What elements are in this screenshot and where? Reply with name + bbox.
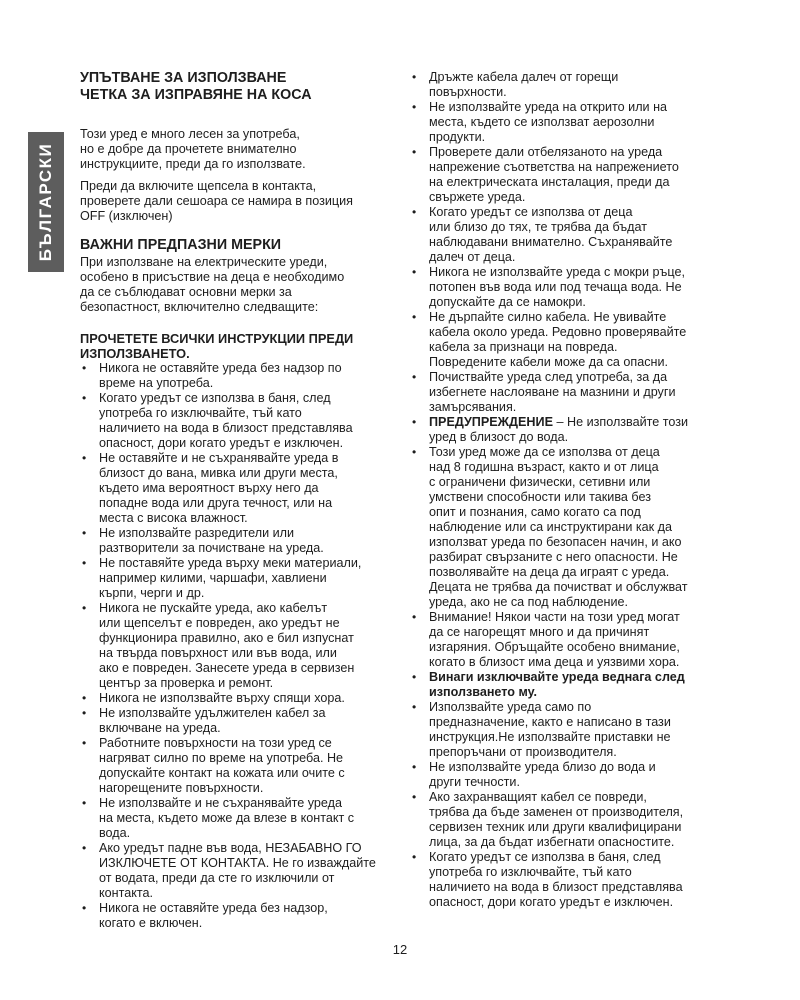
warning-label: ПРЕДУПРЕЖДЕНИЕ — [429, 415, 553, 429]
list-item-line: Този уред може да се използва от деца — [429, 445, 660, 459]
list-item — [410, 670, 722, 700]
list-item-line: изгаряния. Обръщайте особено внимание, — [429, 640, 680, 654]
list-item-line: употреба го изключвайте, тъй като — [99, 405, 302, 420]
list-item — [80, 601, 385, 691]
list-item-line: използват уреда по безопасен начин, и ако — [429, 535, 682, 549]
list-item-line: Не използвайте удължителен кабел за — [99, 705, 326, 720]
list-item-line: опит и познания, само когато са под — [429, 505, 641, 519]
read-all-line: ПРОЧЕТЕТЕ ВСИЧКИ ИНСТРУКЦИИ ПРЕДИ — [80, 330, 354, 346]
list-item-line: уреда, ако не са под наблюдение. — [429, 595, 629, 609]
list-item-line: лица, за да бъдат избегнати опасностите. — [429, 835, 675, 849]
left-column — [80, 70, 385, 931]
list-item-line: например килими, чаршафи, хавлиени — [99, 570, 327, 585]
list-item-line: Не използвайте този — [566, 415, 689, 429]
list-item — [80, 526, 385, 556]
list-item-line: контакта. — [99, 885, 154, 900]
list-item-line: Не дърпайте силно кабела. Не увивайте — [429, 310, 667, 324]
list-item-line: уред в близост до вода. — [429, 430, 569, 444]
list-item-line: нагорещените повърхности. — [99, 780, 264, 795]
list-item-line: наличието на вода в близост представлява — [99, 420, 353, 435]
list-item-line: допускайте да се намокри. — [429, 295, 586, 309]
list-item-line: на места, където може да влезе в контакт с — [99, 810, 355, 825]
list-item-line: Никога не оставяйте уреда без надзор, — [99, 900, 328, 915]
list-item-line: сервизен техник или други квалифицирани — [429, 820, 682, 834]
list-item — [410, 265, 722, 310]
intro2-line: проверете дали сешоара се намира в позиция — [80, 194, 353, 208]
list-item — [410, 850, 722, 910]
list-item-line: Не поставяйте уреда върху меки материали, — [99, 555, 362, 570]
intro1-line: инструкциите, преди да го използвате. — [80, 157, 306, 171]
list-item-line: Почиствайте уреда след употреба, за да — [429, 370, 668, 384]
list-item-line: наблюдение или са инструктирани как да — [429, 520, 673, 534]
title-line-1: УПЪТВАНЕ ЗА ИЗПОЛЗВАНЕ — [80, 70, 287, 86]
list-item-line: наблюдавани внимателно. Съхранявайте — [429, 235, 673, 249]
intro2-line: OFF (изключен) — [80, 209, 173, 223]
list-item-line: далеч от деца. — [429, 250, 516, 264]
list-item-line: Никога не използвайте върху спящи хора. — [99, 690, 345, 705]
list-item — [410, 205, 722, 265]
list-item-line: разтворители за почистване на уреда. — [99, 540, 324, 555]
list-item-line: от водата, преди да сте го изключили от — [99, 870, 335, 885]
list-item-line: замърсявания. — [429, 400, 517, 414]
list-item-line: Работните повърхности на този уред се — [99, 735, 332, 750]
list-item-line: кабела за признаци на повреда. — [429, 340, 618, 354]
list-item-line: Ако захранващият кабел се повреди, — [429, 790, 647, 804]
list-item-line: когато в близост има деца и уязвими хора. — [429, 655, 680, 669]
list-item — [80, 901, 385, 931]
list-item-line: над 8 годишна възраст, както и от лица — [429, 460, 659, 474]
list-item — [80, 706, 385, 736]
list-item-line: когато е включен. — [99, 915, 203, 930]
list-item — [410, 145, 722, 205]
list-item-line: Когато уредът се използва от деца — [429, 205, 633, 219]
list-item-line: места, където се използват аерозолни — [429, 115, 655, 129]
list-item-line: напрежение съответства на напрежението — [429, 160, 679, 174]
list-item-line: опасност, дори когато уредът е изключен. — [429, 895, 674, 909]
list-item-line: разбират свързаните с него опасности. Не — [429, 550, 678, 564]
list-item — [80, 736, 385, 796]
warning-dash: – — [552, 415, 567, 429]
section-title-safety: ВАЖНИ ПРЕДПАЗНИ МЕРКИ — [80, 237, 282, 253]
left-safety-list — [80, 361, 385, 931]
list-item-line: умствени способности или такива без — [429, 490, 651, 504]
list-item-line: потопен във вода или под течаща вода. Не — [429, 280, 682, 294]
list-item-line: вода. — [99, 825, 131, 840]
list-item-line: Винаги изключвайте уреда веднага след — [429, 670, 685, 684]
list-item — [410, 790, 722, 850]
list-item-line: други течности. — [429, 775, 520, 789]
list-item-line: Когато уредът се използва в баня, след — [99, 390, 331, 405]
list-item-line: с ограничени физически, сетивни или — [429, 475, 651, 489]
list-item-line: свържете уреда. — [429, 190, 526, 204]
list-item-line: функционира правилно, ако е бил изпуснат — [99, 630, 354, 645]
list-item — [410, 760, 722, 790]
safety-intro-line: да се съблюдават основни мерки за — [80, 284, 292, 299]
list-item-line: Не оставяйте и не съхранявайте уреда в — [99, 450, 339, 465]
list-item-line: или щепселът е повреден, ако уредът не — [99, 615, 340, 630]
list-item — [410, 100, 722, 145]
list-item-line: Децата не трябва да почистват и обслужват — [429, 580, 688, 594]
list-item-line: наличието на вода в близост представлява — [429, 880, 683, 894]
intro-paragraph-2 — [80, 179, 385, 224]
list-item-line: избегнете наслояване на мазнини и други — [429, 385, 676, 399]
list-item-line: на твърда повърхност или във вода, или — [99, 645, 337, 660]
list-item — [80, 691, 385, 706]
list-item-line: Не използвайте уреда близо до вода и — [429, 760, 656, 774]
list-item — [410, 610, 722, 670]
list-item-line: Не използвайте уреда на открито или на — [429, 100, 668, 114]
list-item-line: кабела около уреда. Редовно проверявайте — [429, 325, 687, 339]
language-tab — [28, 132, 64, 272]
list-item — [410, 700, 722, 760]
read-all-instructions-heading — [80, 331, 385, 361]
list-item-line: Никога не използвайте уреда с мокри ръце, — [429, 265, 685, 279]
intro-paragraph-1 — [80, 127, 385, 172]
list-item — [410, 310, 722, 370]
document-title — [80, 70, 385, 103]
list-item — [80, 451, 385, 526]
list-item-line: Не използвайте и не съхранявайте уреда — [99, 795, 342, 810]
list-item-line: Ако уредът падне във вода, НЕЗАБАВНО ГО — [99, 840, 362, 855]
list-item-line: опасност, дори когато уредът е изключен. — [99, 435, 344, 450]
list-item-line: кърпи, черги и др. — [99, 585, 205, 600]
list-item — [410, 70, 722, 100]
list-item-line: препоръчани от производителя. — [429, 745, 617, 759]
list-item-line: Дръжте кабела далеч от горещи — [429, 70, 619, 84]
list-item-line: където има вероятност върху него да — [99, 480, 319, 495]
list-item-line: включване на уреда. — [99, 720, 221, 735]
list-item-line: близост до вана, мивка или други места, — [99, 465, 338, 480]
right-column — [410, 70, 722, 910]
list-item — [80, 796, 385, 841]
list-item-line: попадне вода или друга течност, или на — [99, 495, 333, 510]
intro1-line: но е добре да прочетете внимателно — [80, 142, 297, 156]
list-item-line: употреба го изключвайте, тъй като — [429, 865, 632, 879]
list-item-line: на електрическата инсталация, преди да — [429, 175, 670, 189]
list-item-line: предназначение, както е написано в тази — [429, 715, 671, 729]
list-item-line: продукти. — [429, 130, 486, 144]
list-item — [410, 415, 722, 445]
intro1-line: Този уред е много лесен за употреба, — [80, 127, 300, 141]
list-item-line: ИЗКЛЮЧЕТЕ ОТ КОНТАКТА. Не го изваждайте — [99, 855, 376, 870]
safety-intro-line: особено в присъствие на деца е необходимо — [80, 269, 345, 284]
list-item-line: Внимание! Някои части на този уред могат — [429, 610, 680, 624]
list-item-line: Повредените кабели може да са опасни. — [429, 355, 668, 369]
title-line-2: ЧЕТКА ЗА ИЗПРАВЯНЕ НА КОСА — [80, 86, 312, 103]
list-item-line: Използвайте уреда само по — [429, 700, 592, 714]
list-item-line: център за проверка и ремонт. — [99, 675, 274, 690]
read-all-line: ИЗПОЛЗВАНЕТО. — [80, 345, 190, 361]
list-item — [80, 556, 385, 601]
safety-intro-line: При използване на електрическите уреди, — [80, 254, 328, 269]
list-item-line: позволявайте на деца да играят с уреда. — [429, 565, 670, 579]
safety-intro-paragraph — [80, 255, 385, 315]
list-item — [80, 391, 385, 451]
list-item — [410, 370, 722, 415]
right-safety-list — [410, 70, 722, 910]
list-item-line: нагряват силно по време на употреба. Не — [99, 750, 344, 765]
list-item-line: ако е повреден. Занесете уреда в сервизен — [99, 660, 355, 675]
list-item-line: инструкция.Не използвайте приставки не — [429, 730, 671, 744]
list-item-line: Проверете дали отбелязаното на уреда — [429, 145, 663, 159]
language-tab-label: БЪЛГАРСКИ — [36, 142, 56, 262]
list-item-line: трябва да бъде заменен от производителя, — [429, 805, 684, 819]
list-item-line: места с висока влажност. — [99, 510, 248, 525]
list-item — [410, 445, 722, 610]
page-number: 12 — [392, 942, 408, 957]
list-item-line: време на употреба. — [99, 375, 214, 390]
list-item-line: Никога не пускайте уреда, ако кабелът — [99, 600, 328, 615]
list-item-line: повърхности. — [429, 85, 507, 99]
list-item-line: използването му. — [429, 685, 538, 699]
list-item — [80, 361, 385, 391]
list-item-line: или близо до тях, те трябва да бъдат — [429, 220, 648, 234]
list-item-line: Когато уредът се използва в баня, след — [429, 850, 661, 864]
intro2-line: Преди да включите щепсела в контакта, — [80, 179, 317, 193]
list-item-line: допускайте контакт на кожата или очите с — [99, 765, 345, 780]
safety-intro-line: безопастност, включително следващите: — [80, 299, 319, 314]
list-item — [80, 841, 385, 901]
list-item-line: да се нагорещят много и да причинят — [429, 625, 650, 639]
list-item-line: Не използвайте разредители или — [99, 525, 295, 540]
list-item-line: Никога не оставяйте уреда без надзор по — [99, 360, 342, 375]
